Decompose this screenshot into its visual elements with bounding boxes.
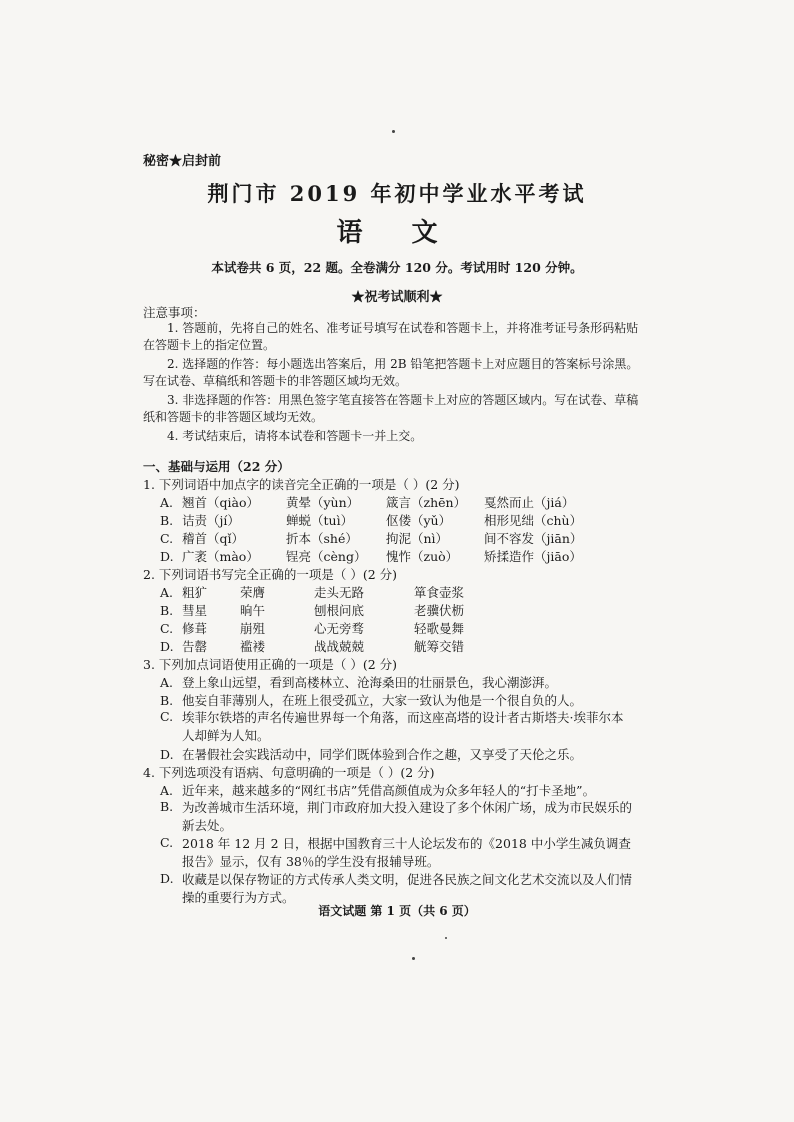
option-label: A. [160,585,174,600]
q2-option-d [160,637,464,655]
q3-option-b [160,691,582,709]
q1-option-b [160,511,582,529]
option-label: A. [160,783,174,798]
q1-option-d [160,547,582,565]
option-item: 刨根问底 [314,603,365,618]
scan-speck [445,937,447,939]
q3-stem: 3. 下列加点词语使用正确的一项是（ ）(2 分) [143,657,398,672]
option-item: 修葺 [182,621,208,636]
option-item: 愧怍（zuò） [386,549,459,564]
option-label: B. [160,513,174,528]
q3-option-a [160,673,557,691]
notice-item-3: 3. 非选择题的作答：用黑色签字笔直接答在答题卡上对应的答题区域内。写在试卷、草稿纸和答题卡的非答题区域均无效。 [143,393,639,424]
option-item: 心无旁骛 [314,621,365,636]
option-label: A. [160,675,174,690]
q4-option-c [160,835,640,871]
option-item: 告罄 [182,639,208,654]
option-label: C. [160,531,174,546]
option-item: 粗犷 [182,585,208,600]
option-label: C. [160,709,174,724]
option-item: 相形见绌（chù） [484,513,583,528]
option-item: 伛偻（yǔ） [386,513,452,528]
option-item: 矫揉造作（jiāo） [484,549,582,564]
option-text: 近年来，越来越多的“网红书店”凭借高颜值成为众多年轻人的“打卡圣地”。 [182,783,596,798]
q4-stem: 4. 下列选项没有语病、句意明确的一项是（ ）(2 分) [143,765,435,780]
option-item: 拘泥（nì） [386,531,449,546]
option-item: 晌午 [240,603,266,618]
option-label: C. [160,835,174,850]
option-item: 老骥伏枥 [414,603,465,618]
q4-option-a [160,781,595,799]
option-item: 褴褛 [240,639,266,654]
q3-option-c [160,709,640,745]
option-label: D. [160,747,174,762]
q2-option-b [160,601,464,619]
option-text: 在暑假社会实践活动中，同学们既体验到合作之趣，又享受了天伦之乐。 [182,747,583,762]
notice-item-4: 4. 考试结束后，请将本试卷和答题卡一并上交。 [167,429,423,443]
option-text: 收藏是以保存物证的方式传承人类文明，促进各民族之间文化艺术交流以及人们情操的重要行为方式。 [182,872,633,905]
notice-item-2: 2. 选择题的作答：每小题选出答案后，用 2B 铅笔把答题卡上对应题目的答案标号涂黑。写在试卷、草稿纸和答题卡的非答题区域均无效。 [143,357,639,388]
option-label: D. [160,871,174,886]
option-label: C. [160,621,174,636]
option-text: 2018 年 12 月 2 日，根据中国教育三十人论坛发布的《2018 中小学生减负调查报告》显示，仅有 38％的学生没有报辅导班。 [182,836,631,869]
q2-stem: 2. 下列词语书写完全正确的一项是（ ）(2 分) [143,567,398,582]
q1-option-c [160,529,582,547]
option-item: 诘责（jí） [182,513,240,528]
notice-heading: 注意事项： [143,305,206,320]
option-item: 箴言（zhēn） [386,495,467,510]
good-luck-line: ★祝考试顺利★ [351,290,443,305]
option-text: 登上象山远望，看到高楼林立、沧海桑田的壮丽景色，我心潮澎湃。 [182,675,558,690]
q1-stem: 1. 下列词语中加点字的读音完全正确的一项是（ ）(2 分) [143,477,460,492]
exam-title: 荆门市 2019 年初中学业水平考试 [207,181,587,206]
q2-option-a [160,583,464,601]
scan-speck [392,130,395,133]
option-text: 为改善城市生活环境，荆门市政府加大投入建设了多个休闲广场，成为市民娱乐的新去处。 [182,800,633,833]
option-item: 稽首（qǐ） [182,531,244,546]
option-item: 战战兢兢 [314,639,365,654]
scan-speck [412,957,415,960]
option-label: A. [160,495,174,510]
section-heading: 一、基础与运用（22 分） [143,459,290,474]
option-label: D. [160,639,174,654]
option-label: B. [160,799,174,814]
q1-option-a [160,493,574,511]
option-item: 间不容发（jiān） [484,531,583,546]
option-item: 觥筹交错 [414,639,465,654]
option-text: 埃菲尔铁塔的声名传遍世界每一个角落，而这座高塔的设计者古斯塔夫·埃菲尔本人却鲜为人知。 [182,710,624,743]
option-item: 荣膺 [240,585,266,600]
option-item: 崩殂 [240,621,266,636]
q3-option-d [160,745,582,763]
option-text: 他妄自菲薄别人，在班上很受孤立，大家一致认为他是一个很自负的人。 [182,693,583,708]
option-item: 戛然而止（jiá） [484,495,575,510]
subject-title: 语 文 [336,218,458,248]
secret-label: 秘密★启封前 [143,154,222,169]
option-label: B. [160,693,174,708]
option-item: 折本（shé） [286,531,358,546]
option-item: 蝉蜕（tuì） [286,513,354,528]
option-label: D. [160,549,174,564]
q4-option-b [160,799,640,835]
option-item: 走头无路 [314,585,365,600]
option-item: 广袤（mào） [182,549,259,564]
q2-option-c [160,619,464,637]
option-item: 箪食壶浆 [414,585,465,600]
option-item: 轻歌曼舞 [414,621,465,636]
option-label: B. [160,603,174,618]
page-footer: 语文试题 第 1 页（共 6 页） [318,904,476,918]
option-item: 黄晕（yùn） [286,495,360,510]
option-item: 锃亮（cèng） [286,549,367,564]
notice-item-1: 1. 答题前，先将自己的姓名、准考证号填写在试卷和答题卡上，并将准考证号条形码粘贴在答题卡上的指定位置。 [143,321,639,352]
option-item: 翘首（qiào） [182,495,259,510]
option-item: 彗星 [182,603,208,618]
exam-info: 本试卷共 6 页，22 题。全卷满分 120 分。考试用时 120 分钟。 [211,260,583,275]
